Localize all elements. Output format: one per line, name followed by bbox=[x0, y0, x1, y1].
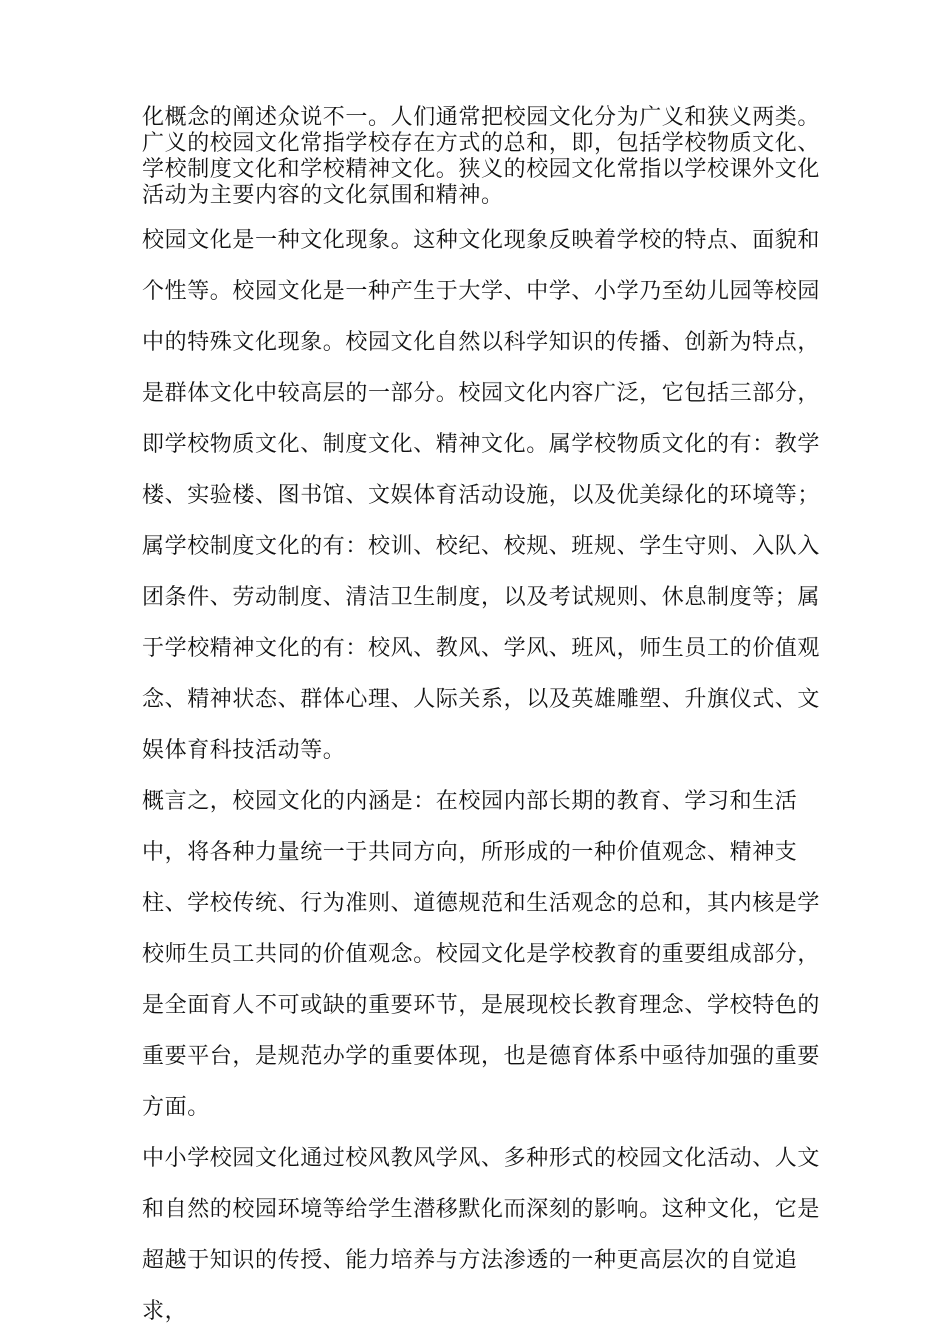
document-body bbox=[142, 105, 822, 1337]
paragraph-campus-culture-phenomenon: 校园文化是一种文化现象。这种文化现象反映着学校的特点、面貌和个性等。校园文化是一种产生于大学、中学、小学乃至幼儿园等校园中的特殊文化现象。校园文化自然以科学知识的传播、创新为特点，是群体文化中较高层的一部分。校园文化内容广泛，它包括三部分，即学校物质文化、制度文化、精神文化。属学校物质文化的有：教学楼、实验楼、图书馆、文娱体育活动设施，以及优美绿化的环境等；属学校制度文化的有：校训、校纪、校规、班规、学生守则、入队入团条件、劳动制度、清洁卫生制度，以及考试规则、休息制度等；属于学校精神文化的有：校风、教风、学风、班风，师生员工的价值观念、精神状态、群体心理、人际关系，以及英雄雕塑、升旗仪式、文娱体育科技活动等。 bbox=[142, 228, 821, 763]
paragraph-campus-culture-definition: 化概念的阐述众说不一。人们通常把校园文化分为广义和狭义两类。广义的校园文化常指学校存在方式的总和，即，包括学校物质文化、学校制度文化和学校精神文化。狭义的校园文化常指以学校课外文化活动为主要内容的文化氛围和精神。 bbox=[142, 105, 821, 208]
paragraph-campus-culture-influence: 中小学校园文化通过校风教风学风、多种形式的校园文化活动、人文和自然的校园环境等给学生潜移默化而深刻的影响。这种文化，它是超越于知识的传授、能力培养与方法渗透的一种更高层次的自觉追求， bbox=[142, 1146, 821, 1324]
paragraph-campus-culture-connotation: 概言之，校园文化的内涵是：在校园内部长期的教育、学习和生活中，将各种力量统一于共同方向，所形成的一种价值观念、精神支柱、学校传统、行为准则、道德规范和生活观念的总和，其内核是学校师生员工共同的价值观念。校园文化是学校教育的重要组成部分，是全面育人不可或缺的重要环节，是展现校长教育理念、学校特色的重要平台，是规范办学的重要体现，也是德育体系中亟待加强的重要方面。 bbox=[142, 789, 821, 1120]
